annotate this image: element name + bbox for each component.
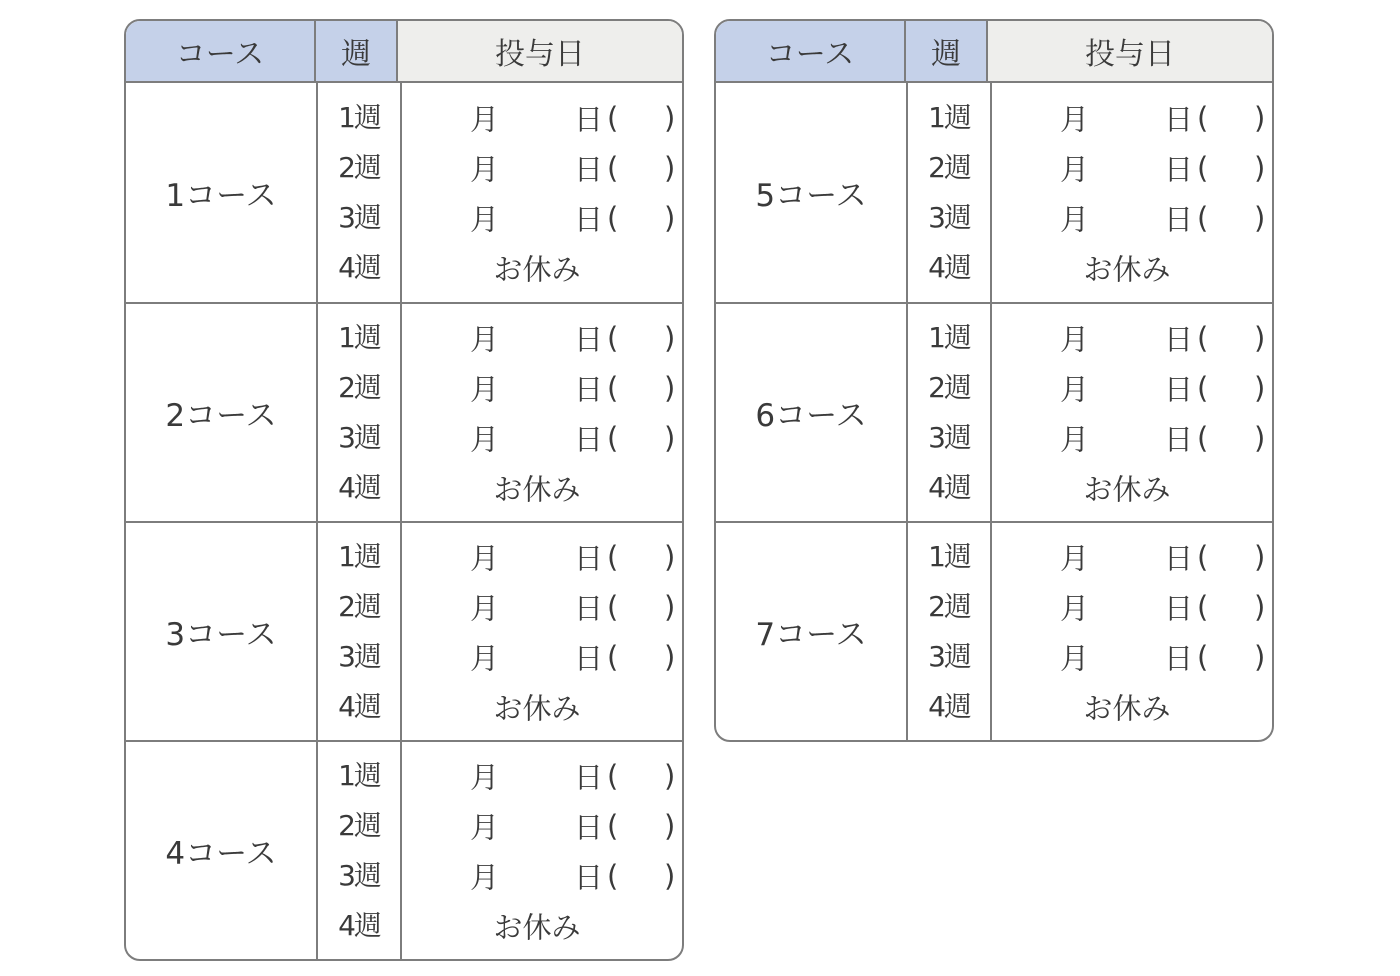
rest-row	[402, 243, 682, 293]
week-column	[908, 304, 992, 521]
date-entry-row	[402, 851, 682, 901]
week-column	[908, 523, 992, 740]
course-label: 4コース	[126, 742, 318, 959]
course-label: 1コース	[126, 83, 318, 302]
week-label: 3週	[928, 639, 970, 673]
weekday-paren-close: )	[1254, 639, 1266, 674]
weekday-paren-close: )	[664, 100, 676, 135]
day-label: 日	[574, 760, 604, 794]
month-label: 月	[1060, 422, 1090, 456]
month-label: 月	[1060, 372, 1090, 406]
date-entry-row	[402, 143, 682, 193]
week-label: 4週	[928, 470, 970, 504]
week-label: 2週	[338, 589, 380, 623]
week-label: 2週	[338, 150, 380, 184]
weekday-paren-open: (	[607, 100, 619, 135]
date-entry-row	[992, 193, 1272, 243]
date-column	[402, 304, 682, 521]
weekday-paren-open: (	[1197, 539, 1209, 574]
week-label: 1週	[928, 539, 970, 573]
rest-label: お休み	[1083, 252, 1171, 286]
weekday-paren-open: (	[1197, 320, 1209, 355]
week-label: 4週	[338, 689, 380, 723]
date-entry-row	[402, 93, 682, 143]
course-label: 5コース	[716, 83, 908, 302]
date-entry-row	[402, 313, 682, 363]
month-label: 月	[470, 810, 500, 844]
rest-row	[992, 463, 1272, 513]
day-label: 日	[1164, 102, 1194, 136]
weekday-paren-close: )	[664, 420, 676, 455]
weekday-paren-open: (	[607, 420, 619, 455]
date-entry-row	[402, 801, 682, 851]
course-group	[716, 83, 1272, 302]
month-label: 月	[470, 202, 500, 236]
month-label: 月	[470, 102, 500, 136]
header-week: 週	[906, 21, 988, 81]
month-label: 月	[1060, 541, 1090, 575]
rest-label: お休み	[493, 691, 581, 725]
rest-label: お休み	[493, 472, 581, 506]
table-header	[126, 21, 682, 83]
month-label: 月	[1060, 102, 1090, 136]
week-label: 1週	[928, 320, 970, 354]
date-entry-row	[402, 413, 682, 463]
weekday-paren-close: )	[1254, 370, 1266, 405]
month-label: 月	[470, 760, 500, 794]
weekday-paren-open: (	[607, 808, 619, 843]
date-column	[402, 742, 682, 959]
day-label: 日	[1164, 541, 1194, 575]
day-label: 日	[574, 372, 604, 406]
date-entry-row	[992, 313, 1272, 363]
date-column	[992, 83, 1272, 302]
weekday-paren-close: )	[1254, 589, 1266, 624]
month-label: 月	[1060, 591, 1090, 625]
month-label: 月	[470, 591, 500, 625]
day-label: 日	[574, 322, 604, 356]
rest-label: お休み	[493, 910, 581, 944]
week-label: 1週	[338, 758, 380, 792]
rest-row	[992, 682, 1272, 732]
week-column	[318, 742, 402, 959]
weekday-paren-close: )	[664, 370, 676, 405]
rest-row	[402, 901, 682, 951]
date-entry-row	[992, 143, 1272, 193]
month-label: 月	[470, 422, 500, 456]
week-label: 4週	[338, 908, 380, 942]
day-label: 日	[574, 810, 604, 844]
day-label: 日	[574, 422, 604, 456]
weekday-paren-open: (	[1197, 639, 1209, 674]
date-entry-row	[402, 632, 682, 682]
week-label: 4週	[338, 470, 380, 504]
date-entry-row	[402, 363, 682, 413]
date-entry-row	[402, 532, 682, 582]
week-label: 3週	[928, 420, 970, 454]
week-label: 1週	[338, 320, 380, 354]
weekday-paren-open: (	[1197, 200, 1209, 235]
date-entry-row	[992, 93, 1272, 143]
course-group	[126, 302, 682, 521]
weekday-paren-close: )	[664, 589, 676, 624]
rest-label: お休み	[1083, 691, 1171, 725]
week-label: 4週	[338, 250, 380, 284]
day-label: 日	[1164, 322, 1194, 356]
header-date: 投与日	[988, 21, 1272, 81]
weekday-paren-open: (	[607, 589, 619, 624]
weekday-paren-open: (	[1197, 370, 1209, 405]
course-label: 7コース	[716, 523, 908, 740]
day-label: 日	[574, 641, 604, 675]
month-label: 月	[1060, 202, 1090, 236]
date-entry-row	[992, 632, 1272, 682]
weekday-paren-close: )	[664, 320, 676, 355]
date-column	[992, 304, 1272, 521]
course-group	[716, 302, 1272, 521]
rest-row	[402, 682, 682, 732]
weekday-paren-close: )	[664, 808, 676, 843]
week-label: 3週	[338, 420, 380, 454]
weekday-paren-close: )	[664, 858, 676, 893]
week-label: 2週	[928, 370, 970, 404]
course-label: 3コース	[126, 523, 318, 740]
header-week: 週	[316, 21, 398, 81]
rest-row	[992, 243, 1272, 293]
course-label: 6コース	[716, 304, 908, 521]
weekday-paren-close: )	[1254, 420, 1266, 455]
weekday-paren-close: )	[1254, 150, 1266, 185]
weekday-paren-open: (	[1197, 100, 1209, 135]
week-label: 3週	[928, 200, 970, 234]
week-column	[318, 304, 402, 521]
course-group	[126, 83, 682, 302]
week-label: 2週	[928, 150, 970, 184]
date-entry-row	[992, 532, 1272, 582]
course-group	[716, 521, 1272, 740]
month-label: 月	[470, 641, 500, 675]
weekday-paren-close: )	[664, 539, 676, 574]
course-group	[126, 521, 682, 740]
week-column	[318, 523, 402, 740]
week-label: 4週	[928, 689, 970, 723]
weekday-paren-open: (	[607, 539, 619, 574]
week-label: 1週	[338, 100, 380, 134]
weekday-paren-open: (	[607, 200, 619, 235]
rest-row	[402, 463, 682, 513]
day-label: 日	[574, 102, 604, 136]
week-label: 3週	[338, 639, 380, 673]
day-label: 日	[574, 591, 604, 625]
date-entry-row	[402, 193, 682, 243]
day-label: 日	[1164, 641, 1194, 675]
day-label: 日	[1164, 591, 1194, 625]
header-date: 投与日	[398, 21, 682, 81]
course-table-right	[714, 19, 1274, 742]
week-column	[908, 83, 992, 302]
day-label: 日	[1164, 202, 1194, 236]
day-label: 日	[1164, 372, 1194, 406]
month-label: 月	[470, 372, 500, 406]
weekday-paren-close: )	[664, 758, 676, 793]
weekday-paren-close: )	[664, 150, 676, 185]
week-label: 2週	[338, 370, 380, 404]
month-label: 月	[470, 541, 500, 575]
weekday-paren-close: )	[664, 200, 676, 235]
weekday-paren-open: (	[1197, 150, 1209, 185]
header-course: コース	[126, 21, 316, 81]
day-label: 日	[574, 202, 604, 236]
course-table-left	[124, 19, 684, 961]
header-course: コース	[716, 21, 906, 81]
week-label: 3週	[338, 858, 380, 892]
month-label: 月	[470, 152, 500, 186]
weekday-paren-close: )	[1254, 100, 1266, 135]
week-label: 4週	[928, 250, 970, 284]
month-label: 月	[470, 322, 500, 356]
course-group	[126, 740, 682, 959]
date-column	[402, 523, 682, 740]
week-label: 2週	[928, 589, 970, 623]
weekday-paren-open: (	[607, 150, 619, 185]
weekday-paren-open: (	[1197, 420, 1209, 455]
month-label: 月	[1060, 641, 1090, 675]
weekday-paren-open: (	[607, 320, 619, 355]
day-label: 日	[1164, 422, 1194, 456]
day-label: 日	[1164, 152, 1194, 186]
table-header	[716, 21, 1272, 83]
week-label: 1週	[928, 100, 970, 134]
date-entry-row	[402, 751, 682, 801]
weekday-paren-close: )	[664, 639, 676, 674]
date-entry-row	[992, 582, 1272, 632]
rest-label: お休み	[493, 252, 581, 286]
week-label: 3週	[338, 200, 380, 234]
date-column	[402, 83, 682, 302]
date-column	[992, 523, 1272, 740]
day-label: 日	[574, 541, 604, 575]
date-entry-row	[992, 363, 1272, 413]
month-label: 月	[1060, 322, 1090, 356]
date-entry-row	[402, 582, 682, 632]
weekday-paren-close: )	[1254, 200, 1266, 235]
weekday-paren-open: (	[607, 758, 619, 793]
day-label: 日	[574, 860, 604, 894]
course-label: 2コース	[126, 304, 318, 521]
month-label: 月	[1060, 152, 1090, 186]
weekday-paren-close: )	[1254, 320, 1266, 355]
weekday-paren-open: (	[607, 858, 619, 893]
rest-label: お休み	[1083, 472, 1171, 506]
weekday-paren-open: (	[607, 639, 619, 674]
weekday-paren-open: (	[607, 370, 619, 405]
week-column	[318, 83, 402, 302]
weekday-paren-close: )	[1254, 539, 1266, 574]
month-label: 月	[470, 860, 500, 894]
day-label: 日	[574, 152, 604, 186]
week-label: 1週	[338, 539, 380, 573]
weekday-paren-open: (	[1197, 589, 1209, 624]
date-entry-row	[992, 413, 1272, 463]
week-label: 2週	[338, 808, 380, 842]
